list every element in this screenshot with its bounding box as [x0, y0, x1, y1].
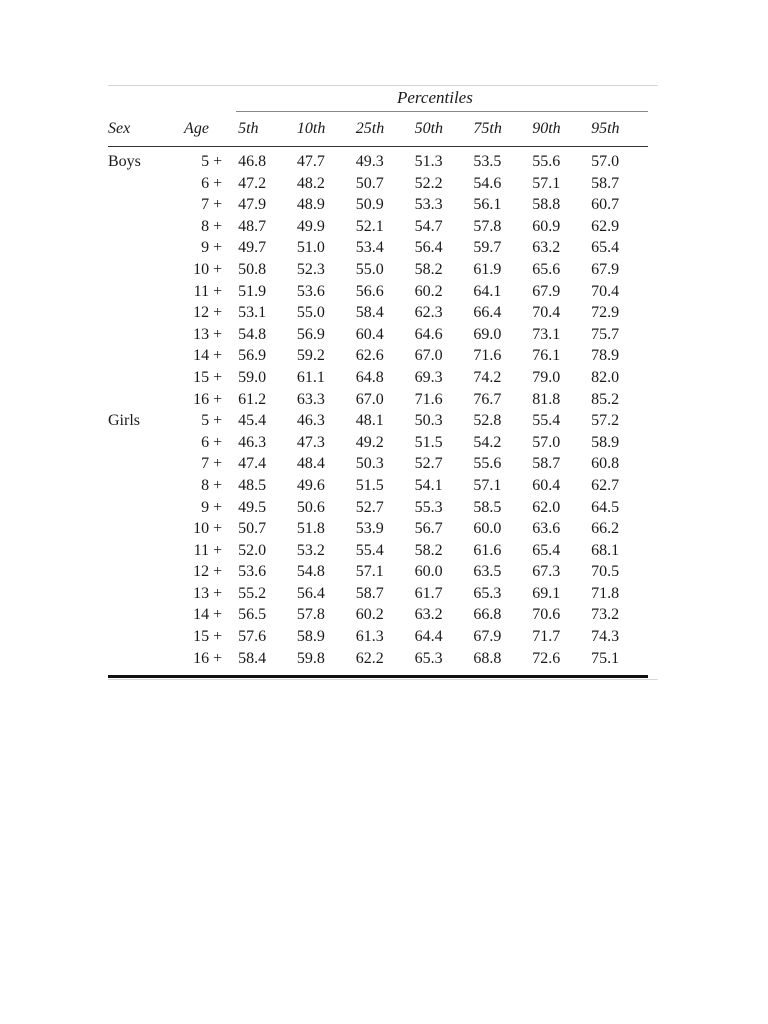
value-cell: 56.5 [238, 606, 267, 624]
value-cell: 58.4 [355, 304, 384, 322]
value-cell: 56.7 [414, 520, 443, 538]
value-cell: 46.3 [296, 412, 325, 430]
value-cell: 66.4 [473, 304, 502, 322]
age-cell: 15 + [193, 628, 223, 646]
value-cell: 54.8 [296, 563, 325, 581]
value-cell: 55.0 [355, 260, 384, 278]
value-cell: 66.8 [473, 606, 502, 624]
value-cell: 56.9 [296, 325, 325, 343]
value-cell: 57.1 [355, 563, 384, 581]
value-cell: 73.1 [532, 325, 561, 343]
value-cell: 47.2 [238, 174, 267, 192]
age-cell: 8 + [201, 217, 223, 235]
sex-cell [108, 367, 172, 389]
value-cell: 53.4 [355, 239, 384, 257]
value-cell: 61.1 [296, 368, 325, 386]
value-cell: 71.6 [473, 347, 502, 365]
value-cell: 58.8 [532, 196, 561, 214]
table-row [108, 281, 648, 303]
value-cell: 61.3 [355, 628, 384, 646]
table-row [108, 540, 648, 562]
sex-cell [108, 259, 172, 281]
value-cell: 52.8 [473, 412, 502, 430]
value-cell: 56.4 [414, 239, 443, 257]
value-cell: 63.2 [414, 606, 443, 624]
table-row [108, 583, 648, 605]
percentile-table [108, 112, 648, 669]
value-cell: 45.4 [238, 412, 267, 430]
value-cell: 49.9 [296, 217, 325, 235]
value-cell: 62.9 [591, 217, 620, 235]
value-cell: 63.5 [473, 563, 502, 581]
value-cell: 57.1 [473, 476, 502, 494]
value-cell: 70.6 [532, 606, 561, 624]
value-cell: 71.6 [414, 390, 443, 408]
value-cell: 61.7 [414, 584, 443, 602]
value-cell: 76.1 [532, 347, 561, 365]
value-cell: 52.7 [355, 498, 384, 516]
value-cell: 65.3 [414, 649, 443, 667]
table-row [108, 216, 648, 238]
value-cell: 56.4 [296, 584, 325, 602]
age-cell: 5 + [201, 412, 223, 430]
value-cell: 54.1 [414, 476, 443, 494]
value-cell: 56.9 [238, 347, 267, 365]
age-cell: 8 + [201, 476, 223, 494]
value-cell: 55.4 [355, 541, 384, 559]
sex-cell [108, 302, 172, 324]
value-cell: 58.2 [414, 541, 443, 559]
value-cell: 50.7 [238, 520, 267, 538]
age-cell: 12 + [193, 563, 223, 581]
value-cell: 64.4 [414, 628, 443, 646]
value-cell: 57.2 [591, 412, 620, 430]
value-cell: 68.1 [591, 541, 620, 559]
group-header [108, 86, 658, 112]
sex-cell [108, 432, 172, 454]
value-cell: 69.0 [473, 325, 502, 343]
value-cell: 52.2 [414, 174, 443, 192]
value-cell: 48.1 [355, 412, 384, 430]
table-row [108, 194, 648, 216]
value-cell: 57.8 [473, 217, 502, 235]
value-cell: 72.6 [532, 649, 561, 667]
table-row [108, 345, 648, 367]
value-cell: 49.5 [238, 498, 267, 516]
table-row [108, 259, 648, 281]
table-row [108, 389, 648, 411]
value-cell: 75.7 [591, 325, 620, 343]
table-row [108, 367, 648, 389]
sex-cell [108, 389, 172, 411]
table-row [108, 475, 648, 497]
value-cell: 67.9 [591, 260, 620, 278]
value-cell: 49.6 [296, 476, 325, 494]
sex-cell [108, 237, 172, 259]
value-cell: 57.1 [532, 174, 561, 192]
value-cell: 67.9 [532, 282, 561, 300]
value-cell: 59.0 [238, 368, 267, 386]
sex-cell [108, 194, 172, 216]
table-row [108, 518, 648, 540]
value-cell: 58.5 [473, 498, 502, 516]
column-header-sex: Sex [108, 120, 131, 137]
value-cell: 60.4 [532, 476, 561, 494]
value-cell: 58.9 [296, 628, 325, 646]
value-cell: 53.6 [238, 563, 267, 581]
sex-cell [108, 453, 172, 475]
age-cell: 13 + [193, 584, 223, 602]
value-cell: 61.9 [473, 260, 502, 278]
age-cell: 16 + [193, 390, 223, 408]
value-cell: 64.1 [473, 282, 502, 300]
value-cell: 54.2 [473, 433, 502, 451]
value-cell: 63.2 [532, 239, 561, 257]
value-cell: 57.0 [532, 433, 561, 451]
age-cell: 14 + [193, 347, 223, 365]
value-cell: 70.4 [591, 282, 620, 300]
value-cell: 51.3 [414, 153, 443, 170]
age-cell: 7 + [201, 196, 223, 214]
value-cell: 47.4 [238, 455, 267, 473]
value-cell: 78.9 [591, 347, 620, 365]
column-header-p5: 75th [473, 120, 502, 137]
age-cell: 11 + [193, 282, 223, 300]
age-cell: 5 + [201, 153, 223, 170]
value-cell: 55.6 [532, 153, 561, 170]
value-cell: 81.8 [532, 390, 561, 408]
age-cell: 16 + [193, 649, 223, 667]
value-cell: 71.8 [591, 584, 620, 602]
value-cell: 47.3 [296, 433, 325, 451]
table-body [108, 146, 648, 669]
value-cell: 48.9 [296, 196, 325, 214]
value-cell: 53.6 [296, 282, 325, 300]
value-cell: 65.4 [532, 541, 561, 559]
sex-cell [108, 216, 172, 238]
value-cell: 59.8 [296, 649, 325, 667]
value-cell: 53.5 [473, 153, 502, 170]
value-cell: 60.8 [591, 455, 620, 473]
value-cell: 54.6 [473, 174, 502, 192]
table-row [108, 561, 648, 583]
value-cell: 54.8 [238, 325, 267, 343]
value-cell: 65.3 [473, 584, 502, 602]
value-cell: 63.3 [296, 390, 325, 408]
value-cell: 48.5 [238, 476, 267, 494]
bottom-rule [108, 675, 648, 678]
value-cell: 51.0 [296, 239, 325, 257]
age-cell: 10 + [193, 520, 223, 538]
age-cell: 12 + [193, 304, 223, 322]
sex-cell [108, 324, 172, 346]
value-cell: 53.3 [414, 196, 443, 214]
bottom-rule-thin [108, 679, 658, 680]
table-row [108, 302, 648, 324]
value-cell: 58.2 [414, 260, 443, 278]
group-header-underline [236, 111, 648, 112]
value-cell: 58.7 [532, 455, 561, 473]
value-cell: 53.9 [355, 520, 384, 538]
table-row [108, 147, 648, 173]
age-cell: 9 + [201, 239, 223, 257]
value-cell: 85.2 [591, 390, 620, 408]
value-cell: 55.3 [414, 498, 443, 516]
value-cell: 60.4 [355, 325, 384, 343]
column-header-p1: 5th [238, 120, 259, 137]
value-cell: 58.9 [591, 433, 620, 451]
table-row [108, 237, 648, 259]
value-cell: 50.3 [414, 412, 443, 430]
percentile-table-container [108, 85, 658, 680]
sex-cell [108, 561, 172, 583]
value-cell: 55.0 [296, 304, 325, 322]
table-row [108, 410, 648, 432]
value-cell: 75.1 [591, 649, 620, 667]
value-cell: 51.5 [414, 433, 443, 451]
age-cell: 10 + [193, 260, 223, 278]
age-cell: 9 + [201, 498, 223, 516]
sex-cell [108, 583, 172, 605]
value-cell: 74.3 [591, 628, 620, 646]
column-header-p6: 90th [532, 120, 561, 137]
value-cell: 52.7 [414, 455, 443, 473]
value-cell: 62.2 [355, 649, 384, 667]
value-cell: 56.1 [473, 196, 502, 214]
value-cell: 60.9 [532, 217, 561, 235]
table-row [108, 173, 648, 195]
value-cell: 49.2 [355, 433, 384, 451]
value-cell: 58.4 [238, 649, 267, 667]
value-cell: 46.3 [238, 433, 267, 451]
value-cell: 60.2 [355, 606, 384, 624]
age-cell: 13 + [193, 325, 223, 343]
value-cell: 46.8 [238, 153, 267, 170]
value-cell: 47.7 [296, 153, 325, 170]
column-header-p7: 95th [591, 120, 620, 137]
value-cell: 50.8 [238, 260, 267, 278]
value-cell: 55.6 [473, 455, 502, 473]
value-cell: 50.7 [355, 174, 384, 192]
value-cell: 54.7 [414, 217, 443, 235]
value-cell: 59.7 [473, 239, 502, 257]
value-cell: 51.8 [296, 520, 325, 538]
sex-cell [108, 518, 172, 540]
age-cell: 6 + [201, 433, 223, 451]
age-cell: 6 + [201, 174, 223, 192]
value-cell: 50.6 [296, 498, 325, 516]
value-cell: 82.0 [591, 368, 620, 386]
value-cell: 55.4 [532, 412, 561, 430]
value-cell: 69.1 [532, 584, 561, 602]
value-cell: 61.2 [238, 390, 267, 408]
value-cell: 52.3 [296, 260, 325, 278]
sex-cell [108, 475, 172, 497]
value-cell: 48.4 [296, 455, 325, 473]
value-cell: 64.8 [355, 368, 384, 386]
value-cell: 70.5 [591, 563, 620, 581]
value-cell: 50.3 [355, 455, 384, 473]
value-cell: 67.3 [532, 563, 561, 581]
value-cell: 61.6 [473, 541, 502, 559]
table-row [108, 648, 648, 670]
sex-cell [108, 648, 172, 670]
value-cell: 72.9 [591, 304, 620, 322]
value-cell: 58.7 [355, 584, 384, 602]
table-row [108, 453, 648, 475]
value-cell: 51.9 [238, 282, 267, 300]
value-cell: 57.8 [296, 606, 325, 624]
age-cell: 15 + [193, 368, 223, 386]
header-row [108, 112, 648, 146]
table-header [108, 112, 648, 146]
value-cell: 74.2 [473, 368, 502, 386]
sex-cell [108, 281, 172, 303]
value-cell: 64.5 [591, 498, 620, 516]
value-cell: 62.6 [355, 347, 384, 365]
sex-cell: Girls [108, 412, 140, 430]
column-header-p4: 50th [414, 120, 444, 137]
value-cell: 57.0 [591, 153, 620, 170]
value-cell: 62.0 [532, 498, 561, 516]
age-cell: 14 + [193, 606, 223, 624]
value-cell: 79.0 [532, 368, 561, 386]
value-cell: 51.5 [355, 476, 384, 494]
value-cell: 62.7 [591, 476, 620, 494]
value-cell: 71.7 [532, 628, 561, 646]
value-cell: 65.6 [532, 260, 561, 278]
value-cell: 52.1 [355, 217, 384, 235]
value-cell: 67.9 [473, 628, 502, 646]
value-cell: 69.3 [414, 368, 443, 386]
value-cell: 60.0 [473, 520, 502, 538]
value-cell: 67.0 [355, 390, 384, 408]
group-header-label: Percentiles [397, 88, 473, 107]
value-cell: 47.9 [238, 196, 267, 214]
value-cell: 60.2 [414, 282, 443, 300]
value-cell: 67.0 [414, 347, 443, 365]
value-cell: 65.4 [591, 239, 620, 257]
sex-cell [108, 497, 172, 519]
sex-cell [108, 540, 172, 562]
value-cell: 52.0 [238, 541, 267, 559]
value-cell: 58.7 [591, 174, 620, 192]
value-cell: 62.3 [414, 304, 443, 322]
value-cell: 55.2 [238, 584, 267, 602]
column-header-p3: 25th [355, 120, 385, 137]
age-cell: 7 + [201, 455, 223, 473]
table-row [108, 497, 648, 519]
sex-cell [108, 173, 172, 195]
sex-cell [108, 604, 172, 626]
age-cell: 11 + [193, 541, 223, 559]
value-cell: 70.4 [532, 304, 561, 322]
value-cell: 66.2 [591, 520, 620, 538]
value-cell: 63.6 [532, 520, 561, 538]
table-row [108, 324, 648, 346]
value-cell: 76.7 [473, 390, 502, 408]
value-cell: 59.2 [296, 347, 325, 365]
column-header-p2: 10th [296, 120, 326, 137]
column-header-age: Age [184, 120, 209, 137]
sex-cell: Boys [108, 153, 141, 170]
value-cell: 48.7 [238, 217, 267, 235]
table-row [108, 604, 648, 626]
value-cell: 68.8 [473, 649, 502, 667]
value-cell: 53.1 [238, 304, 267, 322]
sex-cell [108, 345, 172, 367]
value-cell: 53.2 [296, 541, 325, 559]
value-cell: 48.2 [296, 174, 325, 192]
sex-cell [108, 626, 172, 648]
value-cell: 49.7 [238, 239, 267, 257]
table-row [108, 626, 648, 648]
table-row [108, 432, 648, 454]
value-cell: 60.7 [591, 196, 620, 214]
value-cell: 56.6 [355, 282, 384, 300]
value-cell: 64.6 [414, 325, 443, 343]
value-cell: 50.9 [355, 196, 384, 214]
value-cell: 60.0 [414, 563, 443, 581]
value-cell: 73.2 [591, 606, 620, 624]
value-cell: 49.3 [355, 153, 384, 170]
value-cell: 57.6 [238, 628, 267, 646]
